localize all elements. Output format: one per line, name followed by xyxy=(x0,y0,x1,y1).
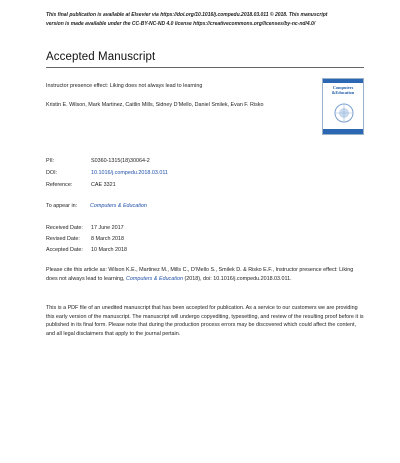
journal-link[interactable]: Computers & Education xyxy=(90,203,147,209)
received-value: 17 June 2017 xyxy=(91,225,124,231)
citation-text-2: (2018), doi: 10.1016/j.compedu.2018.03.011. xyxy=(184,275,292,282)
pii-value: S0360-1315(18)30064-2 xyxy=(91,158,150,164)
article-title: Instructor presence effect: Liking does not always lead to learning xyxy=(46,83,203,89)
cover-journal-line-1: Computers xyxy=(332,85,354,90)
cover-top-band xyxy=(323,79,363,83)
notice-line-1: This final publication is available at Elsevier via https://doi.org/10.1016/j.compedu.2018.03.011 © 2018. This manuscript xyxy=(46,12,328,18)
accepted-value: 10 March 2018 xyxy=(91,247,127,253)
pii-label: PII: xyxy=(46,158,55,164)
journal-cover-image xyxy=(322,78,364,135)
notice-line-2: version is made available under the CC-BY-NC-ND 4.0 license https://creativecommons.org/licenses/by-nc-nd/4.0/ xyxy=(46,20,316,27)
citation-text-1: Please cite this article as: Wilson K.E., Martinez M., Mills C., D’Mello S., Smilek D. & Risko E.F., Instructor presence effect: Liking does not always lead to learning, xyxy=(46,267,354,282)
publication-notice xyxy=(46,11,366,28)
revised-label: Revised Date: xyxy=(46,236,80,242)
cover-journal-line-2: &Education xyxy=(331,90,355,95)
reference-value: CAE 3321 xyxy=(91,182,116,188)
cover-journal-name xyxy=(323,85,363,95)
author-list: Kristin E. Wilson, Mark Martinez, Caitlin Mills, Sidney D’Mello, Daniel Smilek, Evan F. Risko xyxy=(46,102,264,108)
disclaimer-paragraph: This is a PDF file of an unedited manuscript that has been accepted for publication. As a service to our customers we are providing this early version of the manuscript. The manuscript will undergo copyediting, typesetting, and review of the resulting proof before it is published in its final form. Please note that during the production process errors may be discovered which could affect the content, and all legal disclaimers that apply to the journal pertain. xyxy=(46,305,364,337)
cover-bottom-band xyxy=(323,129,363,134)
received-label: Received Date: xyxy=(46,225,83,231)
cover-artwork-icon xyxy=(331,101,357,125)
revised-value: 8 March 2018 xyxy=(91,236,124,242)
page-heading: Accepted Manuscript xyxy=(46,51,156,63)
doi-label: DOI: xyxy=(46,170,58,176)
heading-divider xyxy=(46,67,364,68)
citation-paragraph xyxy=(46,266,364,283)
accepted-label: Accepted Date: xyxy=(46,247,83,253)
citation-journal: Computers & Education xyxy=(126,275,183,282)
doi-link[interactable]: 10.1016/j.compedu.2018.03.011 xyxy=(91,170,168,176)
appear-label: To appear in: xyxy=(46,203,78,209)
reference-label: Reference: xyxy=(46,182,73,188)
